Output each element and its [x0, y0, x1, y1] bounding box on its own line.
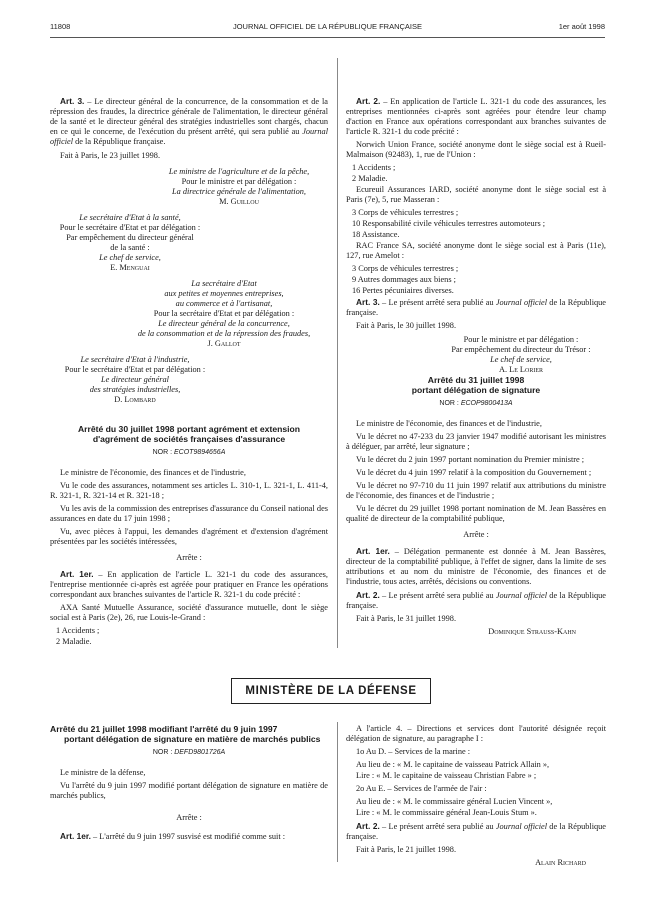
- fait-a-paris: Fait à Paris, le 30 juillet 1998.: [356, 321, 457, 330]
- article-2: [346, 590, 606, 611]
- issue-date: 1er août 1998: [558, 22, 605, 31]
- article-text: – Le directeur général de la concurrence, de la consommation et de la répression des fraudes, la directrice générale de l'alimentation, le directeur général de la santé et le directeur général des stratégies industrielles sont chargés, chacun en ce qui le concerne, de l'exécution du présent arrêté, qui sera publié au: [50, 97, 328, 136]
- sig-line: La secrétaire d'Etat: [191, 279, 257, 288]
- title-line: Arrêté du 21 juillet 1998 modifiant l'arrêté du 9 juin 1997: [50, 724, 278, 734]
- branch-item: 3 Corps de véhicules terrestres ;: [352, 208, 459, 217]
- visa-paragraph: Vu le décret no 97-710 du 11 juin 1997 relatif aux attributions du ministre de l'économie, des finances et de l'industrie ;: [346, 481, 606, 500]
- article-label: Art. 3.: [60, 96, 85, 106]
- sig-line: Le ministre de l'agriculture et de la pêche,: [168, 167, 310, 176]
- fait-a-paris: Fait à Paris, le 21 juillet 1998.: [356, 845, 457, 854]
- sig-line: Pour le secrétaire d'Etat et par délégation :: [59, 223, 201, 232]
- article-text: – Délégation permanente est donnée à M. Jean Bassères, directeur de la comptabilité publique, à l'effet de signer, dans la limite de ses attributions et au nom du ministre de l'économie, des finances et de l'industrie, tous actes, arrêtés, décisions ou conventions.: [346, 547, 606, 586]
- sig-line: Le chef de service,: [99, 253, 161, 262]
- sig-line: Le directeur général de la concurrence,: [158, 319, 290, 328]
- nor-reference: [50, 748, 328, 758]
- article-3: [346, 297, 606, 318]
- article-text-end: de la République française.: [346, 591, 606, 610]
- article-text: – En application de l'article L. 321-1 du code des assurances, l'entreprise mentionnée ci-après est agréée pour pratiquer en France les opérations correspondant aux branches suivantes de l'article R. 321-1 du code précité :: [50, 570, 328, 599]
- journal-italic: Journal officiel: [495, 591, 547, 600]
- article-1: [50, 831, 328, 842]
- visa-paragraph: Le ministre de la défense,: [60, 768, 146, 777]
- signature-block-industrie: [50, 355, 220, 405]
- amendment-paragraph: A l'article 4. – Directions et services dont l'autorité désignée reçoit délégation de signature, au paragraphe I :: [346, 724, 606, 743]
- branch-item: 1 Accidents ;: [352, 163, 396, 172]
- column-divider-bottom: [337, 722, 338, 862]
- company-paragraph: Ecureuil Assurances IARD, société anonyme dont le siège social est à Paris (7e), 5, rue Masseran :: [346, 185, 606, 204]
- article-label: Art. 1er.: [356, 546, 390, 556]
- sig-line: Pour le secrétaire d'Etat et par délégation :: [64, 365, 206, 374]
- nor-label: NOR :: [439, 400, 461, 407]
- visa-paragraph: Vu le décret du 2 juin 1997 portant nomination du Premier ministre ;: [356, 455, 585, 464]
- sig-line: Par empêchement du directeur général: [66, 233, 194, 242]
- article-2: [346, 96, 606, 137]
- header-rule: [50, 37, 605, 38]
- branch-item: 16 Pertes pécuniaires diverses.: [352, 286, 454, 295]
- nor-label: NOR :: [152, 749, 175, 756]
- sig-line: Par empêchement du directeur du Trésor :: [451, 345, 591, 354]
- amendment-paragraph: Lire : « M. le capitaine de vaisseau Christian Fabre » ;: [356, 771, 537, 780]
- visa-paragraph: Vu, avec pièces à l'appui, les demandes d'agrément et d'extension d'agrément présentées par les sociétés intéressées,: [50, 527, 328, 546]
- left-column-top: [50, 96, 328, 405]
- arrete-30-juillet-continued: [346, 96, 606, 375]
- title-line: portant délégation de signature en matière de marchés publics: [64, 734, 321, 744]
- nor-label: NOR :: [152, 449, 174, 456]
- company-paragraph: AXA Santé Mutuelle Assurance, société d'assurance mutuelle, dont le siège social est à Paris (2e), 26, rue Louis-le-Grand :: [50, 603, 328, 622]
- sig-line: Le directeur général: [101, 375, 169, 384]
- arrete-31-juillet: [346, 375, 606, 640]
- company-paragraph: RAC France SA, société anonyme dont le siège social est à Paris (11e), 127, rue Amelot :: [346, 241, 606, 260]
- sig-line: aux petites et moyennes entreprises,: [164, 289, 284, 298]
- sig-name: Alain Richard: [535, 858, 586, 867]
- title-line: Arrêté du 31 juillet 1998: [427, 375, 525, 385]
- nor-code: DEFD9801726A: [174, 749, 226, 756]
- sig-name: A. Le Lorier: [498, 365, 543, 374]
- sig-line: des stratégies industrielles,: [89, 385, 181, 394]
- sig-line: La directrice générale de l'alimentation,: [172, 187, 306, 196]
- branch-item: 9 Autres dommages aux biens ;: [352, 275, 456, 284]
- article-label: Art. 2.: [356, 590, 380, 600]
- article-text: – Le présent arrêté sera publié au: [379, 822, 496, 831]
- branch-item: 3 Corps de véhicules terrestres ;: [352, 264, 459, 273]
- signature-block-tresor: [436, 335, 606, 375]
- sig-line: Le chef de service,: [490, 355, 552, 364]
- sig-line: au commerce et à l'artisanat,: [175, 299, 273, 308]
- article-1: [50, 569, 328, 600]
- sig-name: Dominique Strauss-Kahn: [488, 627, 576, 636]
- visa-paragraph: Le ministre de l'économie, des finances et de l'industrie,: [60, 468, 246, 477]
- sig-line: Pour la secrétaire d'Etat et par délégation :: [153, 309, 295, 318]
- visa-paragraph: Vu le décret no 47-233 du 23 janvier 1947 modifié autorisant les ministres à déléguer, par arrêté, leur signature ;: [346, 432, 606, 451]
- sig-line: Pour le ministre et par délégation :: [181, 177, 297, 186]
- arrete-heading: Arrête :: [176, 553, 202, 562]
- journal-italic: Journal officiel: [495, 822, 547, 831]
- article-text: – Le présent arrêté sera publié au: [379, 591, 496, 600]
- sig-line: Le secrétaire d'Etat à la santé,: [79, 213, 181, 222]
- arrete-title: [50, 424, 328, 444]
- article-label: Art. 2.: [356, 821, 380, 831]
- fait-a-paris: Fait à Paris, le 31 juillet 1998.: [356, 614, 457, 623]
- amendment-paragraph: 1o Au D. – Services de la marine :: [356, 747, 471, 756]
- journal-title: JOURNAL OFFICIEL DE LA RÉPUBLIQUE FRANÇAISE: [232, 22, 423, 31]
- sig-name: J. Gallot: [207, 339, 241, 348]
- article-text-end: de la République française.: [346, 822, 606, 841]
- nor-reference: [346, 399, 606, 409]
- amendment-paragraph: Au lieu de : « M. le commissaire général Lucien Vincent »,: [356, 797, 553, 806]
- branch-item: 2 Maladie.: [352, 174, 388, 183]
- arrete-title: [50, 724, 328, 744]
- column-divider-top: [337, 58, 338, 648]
- article-1: [346, 546, 606, 587]
- nor-code: ECOT9894656A: [174, 449, 226, 456]
- branch-item: 2 Maladie.: [56, 637, 92, 646]
- sig-name: D. Lombard: [114, 395, 156, 404]
- article-text-end: de la République française.: [73, 137, 166, 146]
- signature-block-pme: [120, 279, 328, 349]
- arrete-heading: Arrête :: [463, 530, 489, 539]
- visa-paragraph: Le ministre de l'économie, des finances et de l'industrie,: [356, 419, 542, 428]
- title-line: portant délégation de signature: [411, 385, 541, 395]
- arrete-21-juillet-continued: [346, 724, 606, 871]
- ministry-banner: MINISTÈRE DE LA DÉFENSE: [231, 678, 431, 704]
- article-label: Art. 2.: [356, 96, 381, 106]
- article-text: – En application de l'article L. 321-1 du code des assurances, les entreprises mentionnées ci-après sont agréées pour étendre leur champ d'action en France aux opérations correspondant aux branches suivantes de l'article R. 321-1 du code précité :: [346, 97, 606, 136]
- arrete-title: [346, 375, 606, 395]
- amendment-paragraph: 2o Au E. – Services de l'armée de l'air :: [356, 784, 487, 793]
- title-line: d'agrément de sociétés françaises d'assurance: [92, 434, 286, 444]
- sig-line: de la santé :: [110, 243, 150, 252]
- article-text-end: de la République française.: [346, 298, 606, 317]
- sig-line: Le secrétaire d'Etat à l'industrie,: [80, 355, 190, 364]
- sig-name: M. Guillou: [219, 197, 259, 206]
- visa-paragraph: Vu l'arrêté du 9 juin 1997 modifié portant délégation de signature en matière de marchés publics,: [50, 781, 328, 800]
- nor-reference: [50, 448, 328, 458]
- article-2: [346, 821, 606, 842]
- sig-line: Pour le ministre et par délégation :: [463, 335, 579, 344]
- amendment-paragraph: Au lieu de : « M. le capitaine de vaisseau Patrick Allain »,: [356, 760, 550, 769]
- article-text: – L'arrêté du 9 juin 1997 susvisé est modifié comme suit :: [90, 832, 286, 841]
- article-3-paragraph: [50, 96, 328, 147]
- signature-block-agriculture: [150, 167, 328, 207]
- page-number: 11808: [50, 22, 71, 31]
- article-label: Art. 1er.: [60, 569, 94, 579]
- branch-item: 1 Accidents ;: [56, 626, 100, 635]
- article-label: Art. 3.: [356, 297, 380, 307]
- page-header: [50, 22, 605, 34]
- amendment-paragraph: Lire : « M. le commissaire général Jean-Louis Stum ».: [356, 808, 537, 817]
- arrete-21-juillet: [50, 724, 328, 845]
- signature-block-sante: [50, 213, 210, 273]
- journal-italic: Journal officiel: [495, 298, 547, 307]
- arrete-30-juillet: [50, 424, 328, 648]
- article-text: – Le présent arrêté sera publié au: [379, 298, 496, 307]
- journal-italic: Journal officiel: [50, 127, 328, 146]
- company-paragraph: Norwich Union France, société anonyme dont le siège social est à Rueil-Malmaison (92483), 1, rue de l'Union :: [346, 140, 606, 159]
- visa-paragraph: Vu le code des assurances, notamment ses articles L. 310-1, L. 321-1, L. 411-4, R. 321-1, R. 321-14 et R. 321-18 ;: [50, 481, 328, 500]
- nor-code: ECOP9800413A: [460, 400, 513, 407]
- branch-item: 10 Responsabilité civile véhicules terrestres automoteurs ;: [352, 219, 546, 228]
- visa-paragraph: Vu le décret du 29 juillet 1998 portant nomination de M. Jean Bassères en qualité de directeur de la comptabilité publique,: [346, 504, 606, 523]
- branch-item: 18 Assistance.: [352, 230, 400, 239]
- sig-name: E. Menguai: [110, 263, 150, 272]
- arrete-heading: Arrête :: [176, 813, 202, 822]
- fait-a-paris: Fait à Paris, le 23 juillet 1998.: [60, 151, 161, 160]
- article-label: Art. 1er.: [60, 831, 91, 841]
- sig-line: de la consommation et de la répression des fraudes,: [137, 329, 311, 338]
- title-line: Arrêté du 30 juillet 1998 portant agrément et extension: [77, 424, 301, 434]
- visa-paragraph: Vu le décret du 4 juin 1997 relatif à la composition du Gouvernement ;: [356, 468, 592, 477]
- visa-paragraph: Vu les avis de la commission des entreprises d'assurance du Conseil national des assurances en date du 17 juin 1998 ;: [50, 504, 328, 523]
